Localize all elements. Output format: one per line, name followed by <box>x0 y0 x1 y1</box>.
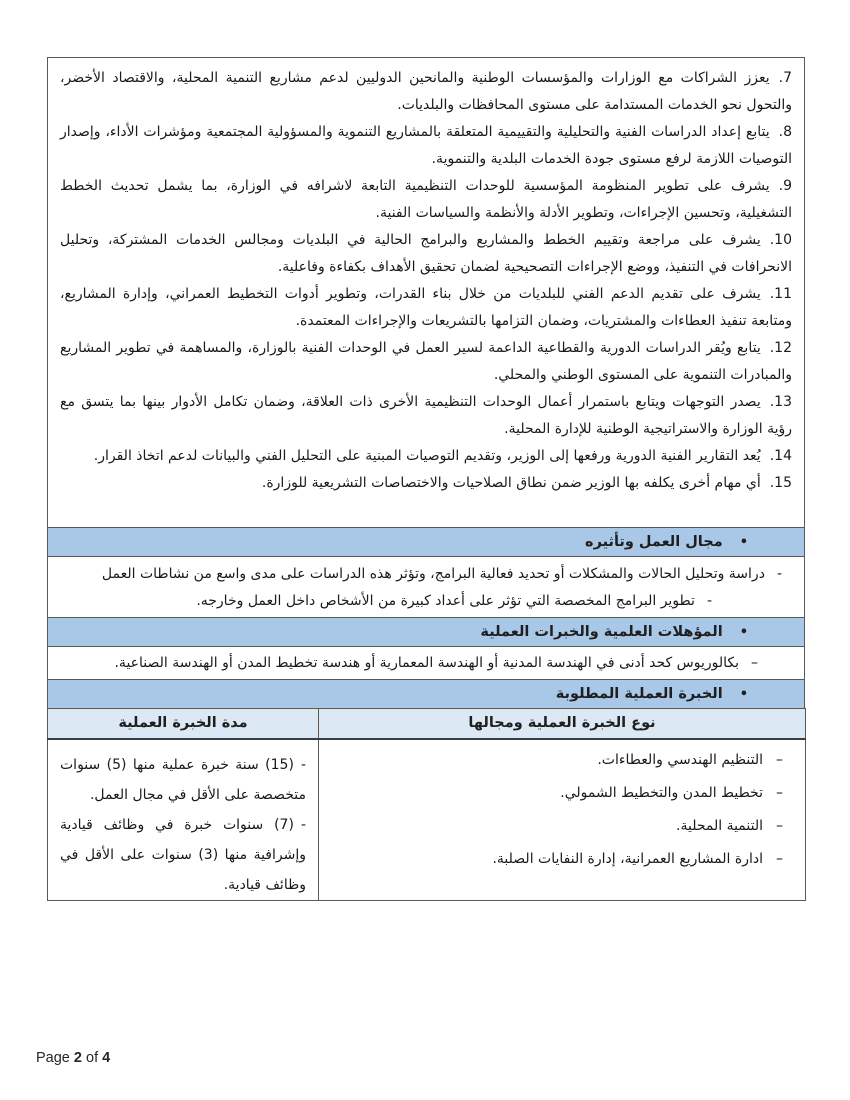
dash-marker: – <box>776 850 783 867</box>
bullet-icon: • <box>739 534 748 550</box>
column-header-experience-type: نوع الخبرة العملية ومجالها <box>319 709 806 739</box>
list-item <box>60 281 792 335</box>
list-item <box>327 750 797 770</box>
list-item <box>60 119 792 173</box>
list-item <box>327 849 797 869</box>
list-item-text: يعزز الشراكات مع الوزارات والمؤسسات الوطنية والمانحين الدوليين لدعم مشاريع التنمية المحلية، والاقتصاد الأخضر، والتحول نحو الخدمات المستدامة على مستوى المحافظات والبلديات. <box>60 70 792 113</box>
list-number: 14. <box>769 448 792 464</box>
list-item-text: التنمية المحلية. <box>676 817 763 834</box>
list-item <box>56 810 310 900</box>
list-item <box>60 443 792 470</box>
section-header-experience <box>47 679 805 709</box>
bullet-icon: • <box>739 686 748 702</box>
list-item <box>60 173 792 227</box>
list-item-text: تطوير البرامج المخصصة التي تؤثر على أعداد كبيرة من الأشخاص داخل العمل وخارجه. <box>196 593 695 609</box>
table-row <box>48 739 806 901</box>
document-content <box>47 57 805 901</box>
dash-marker: – <box>776 751 783 768</box>
dash-marker: – <box>776 817 783 834</box>
list-item-text: يتابع إعداد الدراسات الفنية والتحليلية والتقييمية المتعلقة بالمشاريع التنموية والمسؤولية المجتمعية ومؤشرات الأداء، وإصدار التوصيات اللازمة لرفع مستوى جودة الخدمات البلدية والتنموية. <box>60 124 792 167</box>
dash-marker: - <box>300 816 306 833</box>
list-number: 13. <box>769 394 792 410</box>
list-item <box>327 816 797 836</box>
page-number: 2 <box>73 1050 82 1066</box>
list-number: 15. <box>769 475 792 491</box>
bullet-icon: • <box>739 624 748 640</box>
section-title: المؤهلات العلمية والخبرات العملية <box>480 624 723 640</box>
page-number-footer <box>36 1050 110 1066</box>
list-item-text: يشرف على تقديم الدعم الفني للبلديات من خلال بناء القدرات، وتطوير أدوات التخطيط العمراني، وإدارة المشاريع، ومتابعة تنفيذ العطاءات والمشتريات، وضمان التزامها بالتشريعات والإجراءات المعتمدة. <box>60 286 792 329</box>
list-item-text: (15) سنة خبرة عملية منها (5) سنوات متخصصة على الأقل في مجال العمل. <box>60 756 306 803</box>
list-item <box>56 750 310 810</box>
list-item-text: يشرف على مراجعة وتقييم الخطط والمشاريع والبرامج الحالية في البلديات ومجالس الخدمات المشتركة، وتحليل الانحرافات في التنفيذ، ووضع الإجراءات التصحيحية لضمان تحقيق الأهداف بكفاءة وفاعلية. <box>60 232 792 275</box>
list-number: 12. <box>769 340 792 356</box>
list-item-text: أي مهام أخرى يكلفه بها الوزير ضمن نطاق الصلاحيات والاختصاصات التشريعية للوزارة. <box>261 475 761 491</box>
section-body-scope <box>47 556 805 618</box>
section-title: الخبرة العملية المطلوبة <box>555 686 723 702</box>
list-item-text: ادارة المشاريع العمرانية، إدارة النفايات الصلبة. <box>492 850 763 867</box>
column-header-experience-duration: مدة الخبرة العملية <box>48 709 319 739</box>
list-item-text: التنظيم الهندسي والعطاءات. <box>597 751 763 768</box>
list-item <box>60 227 792 281</box>
list-number: 9. <box>778 178 792 194</box>
of-label: of <box>86 1050 99 1066</box>
list-item-text: تخطيط المدن والتخطيط الشمولي. <box>560 784 763 801</box>
list-item-text: دراسة وتحليل الحالات والمشكلات أو تحديد فعالية البرامج، وتؤثر هذه الدراسات على مدى واسع من نشاطات العمل <box>101 566 765 582</box>
experience-type-cell <box>319 739 806 901</box>
experience-duration-cell <box>48 739 319 901</box>
duties-list-box <box>47 57 805 528</box>
list-item <box>48 647 804 679</box>
list-item-text: يتابع ويُقر الدراسات الدورية والقطاعية الداعمة لسير العمل في الوحدات الفنية بالوزارة، والمساهمة في تطوير المشاريع والمبادرات التنموية على المستوى الوطني والمحلي. <box>60 340 792 383</box>
section-body-qualifications <box>47 646 805 680</box>
section-header-qualifications <box>47 617 805 647</box>
list-item <box>48 588 804 615</box>
list-item <box>48 561 804 588</box>
total-pages: 4 <box>102 1050 111 1066</box>
dash-marker: – <box>776 784 783 801</box>
list-item <box>60 335 792 389</box>
list-item <box>60 65 792 119</box>
list-item-text: يُعد التقارير الفنية الدورية ورفعها إلى الوزير، وتقديم التوصيات المبنية على التحليل الفني والبيانات لدعم اتخاذ القرار. <box>93 448 761 464</box>
dash-marker: – <box>751 655 758 671</box>
experience-table <box>47 708 806 901</box>
list-number: 7. <box>778 70 792 86</box>
dash-marker: - <box>300 756 306 773</box>
table-header-row <box>48 709 806 739</box>
list-item <box>60 470 792 497</box>
list-item-text: يصدر التوجهات ويتابع باستمرار أعمال الوحدات التنظيمية الأخرى ذات العلاقة، وضمان تكامل الأدوار بينها بما يتسق مع رؤية الوزارة والاستراتيجية الوطنية للإدارة المحلية. <box>60 394 792 437</box>
dash-marker: - <box>706 593 712 609</box>
section-title: مجال العمل وتأثيره <box>585 534 723 550</box>
list-number: 8. <box>778 124 792 140</box>
list-item <box>60 389 792 443</box>
list-number: 10. <box>769 232 792 248</box>
page-label: Page <box>36 1050 70 1066</box>
list-item <box>327 783 797 803</box>
dash-marker: - <box>776 566 782 582</box>
section-header-scope <box>47 527 805 557</box>
list-item-text: يشرف على تطوير المنظومة المؤسسية للوحدات التنظيمية التابعة لاشرافه في الوزارة، بما يشمل تحديث الخطط التشغيلية، وتحسين الإجراءات، وتطوير الأدلة والأنظمة والسياسات الفنية. <box>60 178 792 221</box>
list-item-text: بكالوريوس كحد أدنى في الهندسة المدنية أو الهندسة المعمارية أو هندسة تخطيط المدن أو الهندسة الصناعية. <box>114 655 739 671</box>
list-number: 11. <box>769 286 792 302</box>
list-item-text: (7) سنوات خبرة في وظائف قيادية وإشرافية منها (3) سنوات على الأقل في وظائف قيادية. <box>60 816 306 893</box>
